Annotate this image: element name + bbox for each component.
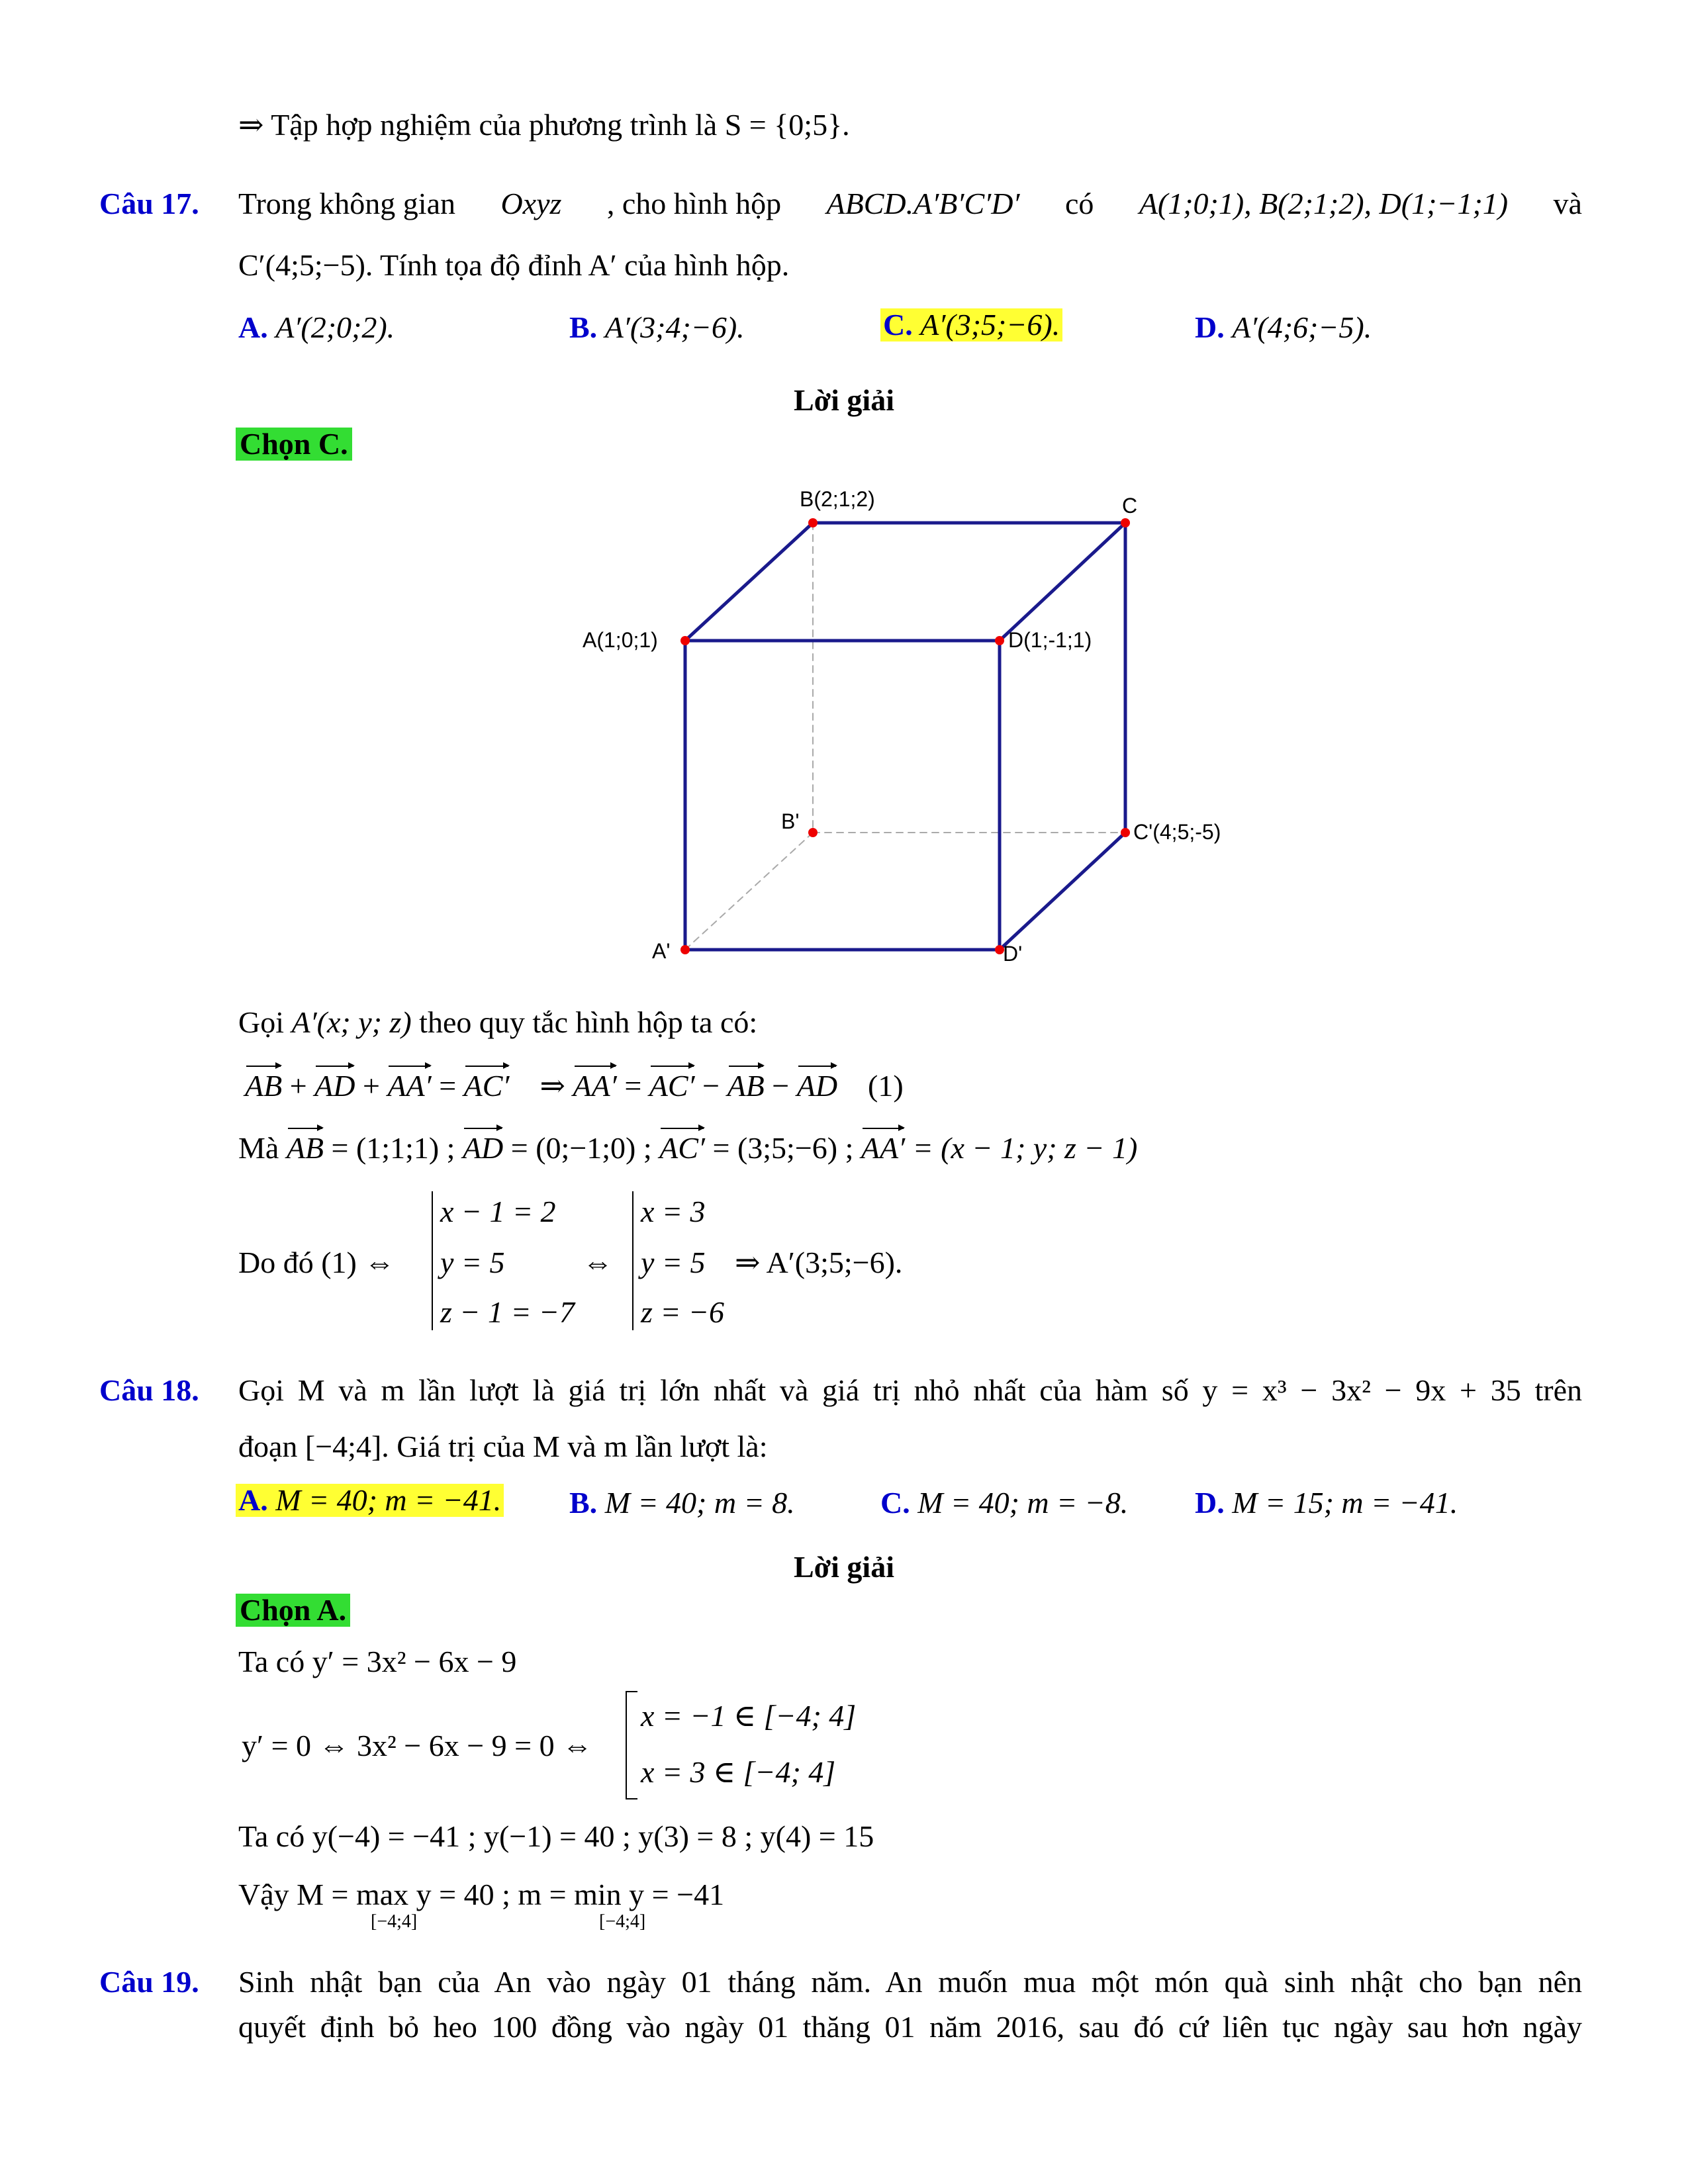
q17-system-2-brace: [632, 1191, 633, 1330]
solution-set-line: ⇒ Tập hợp nghiệm của phương trình là S = {0;5}.: [238, 108, 850, 142]
question-18-label: Câu 18.: [99, 1373, 199, 1407]
question-19-line-1: Sinh nhật bạn của An vào ngày 01 tháng năm. An muốn mua một món quà sinh nhật cho bạn nên: [238, 1965, 1582, 1999]
q18-option-b: B. M = 40; m = 8.: [569, 1486, 795, 1520]
q18-option-c: C. M = 40; m = −8.: [880, 1486, 1129, 1520]
q18-root-2: x = 3 ∈ [−4; 4]: [641, 1755, 836, 1789]
point-b: [808, 518, 818, 527]
label-ap: A': [652, 939, 671, 963]
question-18-line-2: đoạn [−4;4]. Giá trị của M và m lần lượt là:: [238, 1430, 768, 1463]
q18-answer: Chọn A.: [236, 1594, 350, 1627]
point-bp: [808, 828, 818, 837]
edge-ab: [685, 523, 813, 641]
edge-ba-hidden: [685, 833, 813, 950]
edge-dc-bottom: [1000, 833, 1125, 950]
point-a: [680, 636, 690, 645]
q17-vector-equation: AB + AD + AA′ = AC′ ⇒ AA′ = AC′ − AB − AD (1): [245, 1069, 904, 1103]
q18-sol-line-1: Ta có y′ = 3x² − 6x − 9: [238, 1645, 517, 1678]
point-d: [995, 636, 1004, 645]
q17-option-c: C. A′(3;5;−6).: [880, 308, 1062, 341]
question-17-label: Câu 17.: [99, 187, 199, 220]
q17-sys2-eq3: z = −6: [641, 1295, 724, 1329]
question-18-line-1: Gọi M và m lần lượt là giá trị lớn nhất và giá trị nhỏ nhất của hàm số y = x³ − 3x² − 9x + 35 trên: [238, 1373, 1582, 1407]
label-dp: D': [1003, 942, 1023, 966]
q17-option-a: A. A′(2;0;2).: [238, 310, 395, 344]
label-cp: C'(4;5;-5): [1133, 820, 1221, 844]
q17-text-e: có: [1064, 187, 1094, 220]
question-17-line-2: C′(4;5;−5). Tính tọa độ đỉnh A′ của hình hộp.: [238, 248, 790, 282]
q18-root-1: x = −1 ∈ [−4; 4]: [641, 1699, 857, 1733]
q17-vector-values: Mà AB = (1;1;1) ; AD = (0;−1;0) ; AC′ = (3;5;−6) ; AA′ = (x − 1; y; z − 1): [238, 1131, 1138, 1165]
label-b: B(2;1;2): [800, 487, 875, 511]
q18-max-subscript: [−4;4]: [371, 1911, 418, 1932]
point-c: [1121, 518, 1130, 527]
q18-sol-line-4: Vậy M = max y = 40 ; m = min y = −41: [238, 1878, 725, 1911]
q18-bracket: [626, 1691, 637, 1799]
q17-sys2-eq2: y = 5: [641, 1246, 706, 1279]
q17-answer: Chọn C.: [236, 428, 352, 461]
q17-sol-line-1: Gọi A′(x; y; z) theo quy tắc hình hộp ta có:: [238, 1005, 758, 1039]
q17-option-b: B. A′(3;4;−6).: [569, 310, 745, 344]
label-a: A(1;0;1): [583, 628, 658, 652]
q17-text-d: ABCD.A′B′C′D′: [826, 187, 1020, 220]
q17-sys2-eq1: x = 3: [641, 1195, 706, 1228]
q17-text-b: Oxyz: [500, 187, 562, 220]
question-19-label: Câu 19.: [99, 1965, 199, 1999]
label-d: D(1;-1;1): [1008, 628, 1092, 652]
q17-result: ⇒ A′(3;5;−6).: [735, 1246, 903, 1279]
q17-iff: ⇔: [583, 1246, 613, 1279]
q17-system-1-brace: [432, 1191, 433, 1330]
q17-do-do: Do đó (1) ⇔: [238, 1246, 395, 1279]
label-bp: B': [781, 809, 800, 833]
q18-sol-line-2: y′ = 0 ⇔ 3x² − 6x − 9 = 0 ⇔: [242, 1729, 593, 1762]
edge-cd: [1000, 523, 1125, 641]
q17-solution-title: Lời giải: [794, 383, 894, 417]
q18-option-a: A. M = 40; m = −41.: [236, 1484, 504, 1517]
q17-text-g: và: [1553, 187, 1582, 220]
q17-sys1-eq2: y = 5: [440, 1246, 505, 1279]
q17-sys1-eq3: z − 1 = −7: [440, 1295, 575, 1329]
q17-sys1-eq1: x − 1 = 2: [440, 1195, 556, 1228]
q18-sol-line-3: Ta có y(−4) = −41 ; y(−1) = 40 ; y(3) = 8 ; y(4) = 15: [238, 1819, 874, 1853]
q18-min-subscript: [−4;4]: [599, 1911, 646, 1932]
q18-option-d: D. M = 15; m = −41.: [1195, 1486, 1458, 1520]
point-ap: [680, 945, 690, 954]
q17-text-c: , cho hình hộp: [606, 187, 782, 220]
q17-text-a: Trong không gian: [238, 187, 455, 220]
parallelepiped-figure: [0, 0, 1688, 993]
label-c: C: [1122, 494, 1138, 518]
q17-option-d: D. A′(4;6;−5).: [1195, 310, 1372, 344]
q17-text-f: A(1;0;1), B(2;1;2), D(1;−1;1): [1139, 187, 1509, 220]
point-cp: [1121, 828, 1130, 837]
q18-solution-title: Lời giải: [794, 1550, 894, 1584]
question-19-line-2: quyết định bỏ heo 100 đồng vào ngày 01 thăng 01 năm 2016, sau đó cứ liên tục ngày sau hơn ngày: [238, 2010, 1582, 2044]
